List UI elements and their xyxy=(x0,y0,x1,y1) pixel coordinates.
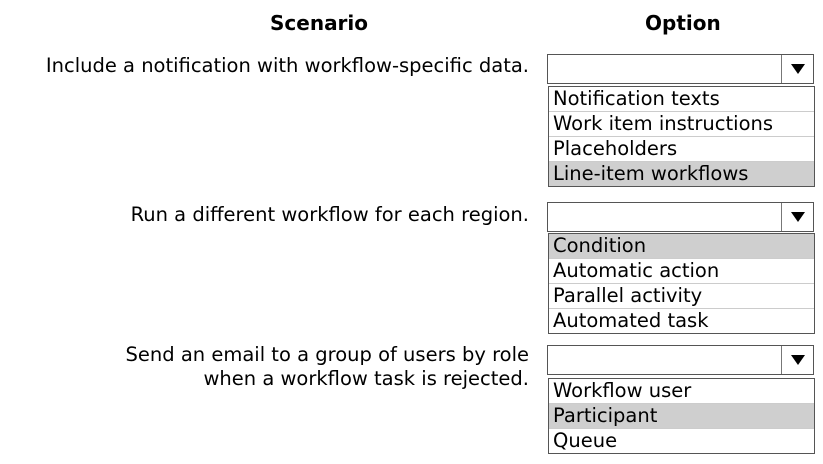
option-item-highlighted[interactable]: Line-item workflows xyxy=(549,162,814,186)
option-dropdown-1[interactable] xyxy=(547,54,814,84)
option-item[interactable]: Notification texts xyxy=(549,87,814,112)
option-dropdown-2[interactable] xyxy=(547,202,814,232)
dropdown-arrow-button-2[interactable] xyxy=(781,203,813,231)
dropdown-arrow-button-1[interactable] xyxy=(781,55,813,83)
scenario-text-3: Send an email to a group of users by role when a workflow task is rejected. xyxy=(125,343,529,390)
option-item[interactable]: Placeholders xyxy=(549,137,814,162)
option-item-highlighted[interactable]: Condition xyxy=(549,234,814,259)
option-item[interactable]: Queue xyxy=(553,429,618,452)
option-list-2 xyxy=(548,233,815,334)
option-column-header: Option xyxy=(645,11,721,35)
option-list-1 xyxy=(548,86,815,187)
triangle-down-icon xyxy=(790,354,806,366)
option-item[interactable]: Workflow user xyxy=(549,379,814,404)
option-item-highlighted[interactable]: Participant xyxy=(549,404,814,429)
option-item[interactable]: Parallel activity xyxy=(549,284,814,309)
option-dropdown-3[interactable] xyxy=(547,345,814,375)
triangle-down-icon xyxy=(790,211,806,223)
option-item[interactable]: Automatic action xyxy=(549,259,814,284)
scenario-text-1: Include a notification with workflow-specific data. xyxy=(45,54,529,77)
scenario-column-header: Scenario xyxy=(270,11,369,35)
triangle-down-icon xyxy=(790,63,806,75)
option-item[interactable]: Work item instructions xyxy=(549,112,814,137)
scenario-text-2: Run a different workflow for each region. xyxy=(130,203,529,226)
option-item[interactable]: Automated task xyxy=(553,309,709,332)
dropdown-arrow-button-3[interactable] xyxy=(781,346,813,374)
option-list-3 xyxy=(548,378,815,454)
